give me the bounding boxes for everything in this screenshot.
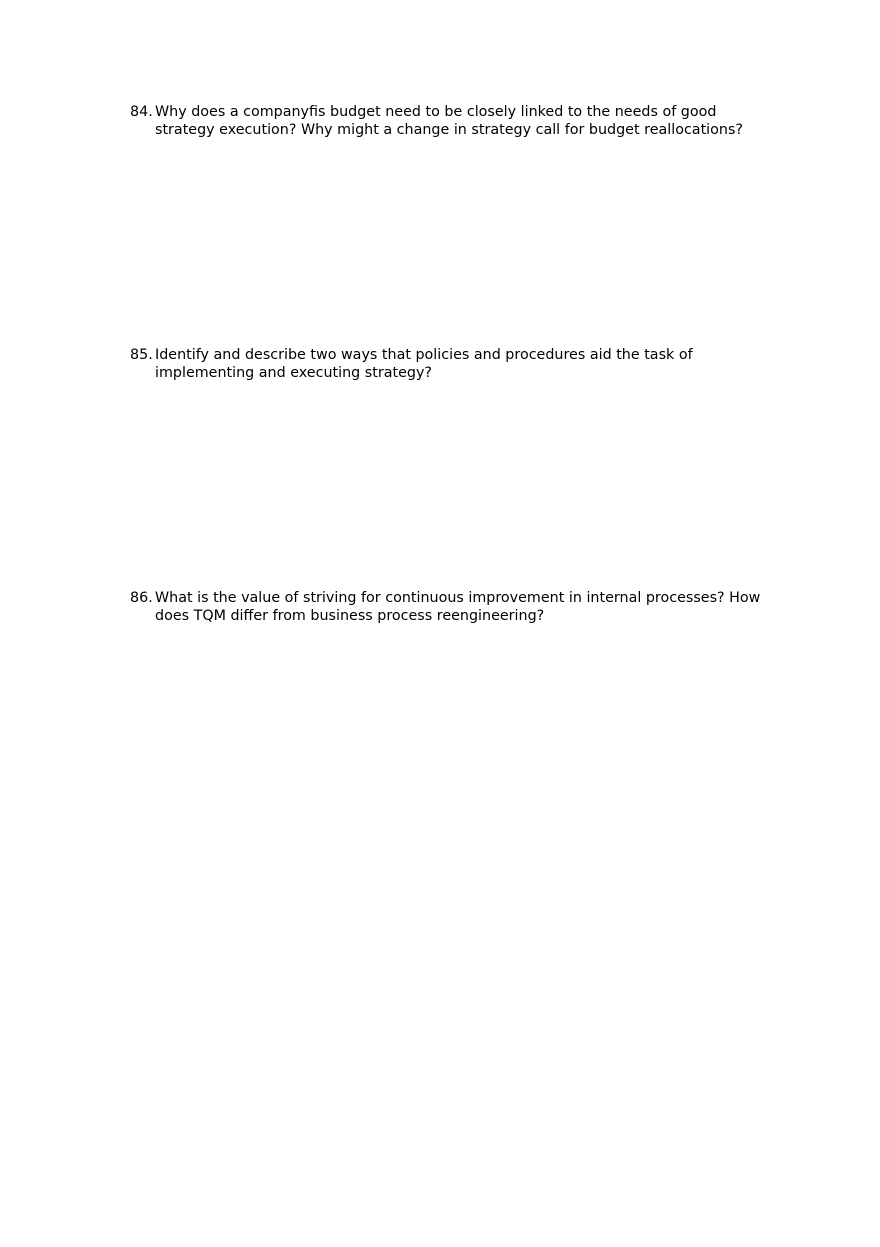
question-number: 84. [130,104,153,120]
question-text: What is the value of striving for continuous improvement in internal processes? How does TQM differ from business process reengineering? [155,590,761,624]
question-86 [130,589,780,625]
question-84 [130,103,780,139]
question-number: 85. [130,347,153,363]
question-number: 86. [130,590,153,606]
question-text: Why does a companyfis budget need to be closely linked to the needs of good strategy execution? Why might a change in strategy call for budget reallocations? [155,104,743,138]
question-85 [130,346,780,382]
question-text: Identify and describe two ways that policies and procedures aid the task of implementing and executing strategy? [155,347,693,381]
